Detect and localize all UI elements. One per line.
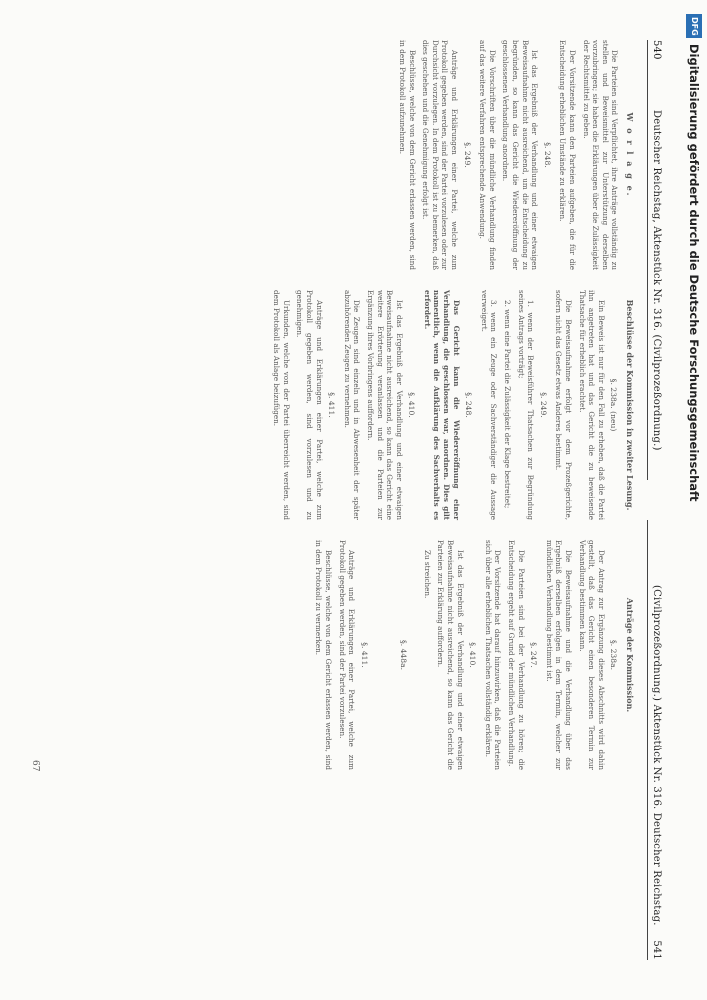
paragraph: Ist das Ergebniß der Verhandlung und einer etwaigen Beweisaufnahme nicht ausreichend, so kann das Gericht eine weitere Erörterung veranlassen und die Parteien zur Ergänzung ihres Vorbringens auffordern. [365,290,404,520]
section-number: §. 410. [468,642,478,668]
paragraph: Beschlüsse, welche von dem Gericht erlassen werden, sind in dem Protokoll aufzunehmen. [398,40,417,270]
column-commission-motions [310,540,636,770]
paragraph: Der Antrag zur Ergänzung dieses Abschnitts wird dahin gestellt, daß das Gericht einen besonderen Termin zur Verhandlung bestimmen kann. [577,540,606,770]
paragraph: Urkunden, welche von der Partei überreicht werden, sind dem Protokoll als Anlage beizufügen. [272,290,291,520]
section-number: §. 249. [462,142,472,168]
paragraph: Der Vorsitzende hat darauf hinzuwirken, daß die Parteien sich über alle erheblichen Thatsachen vollständig erklären. [483,540,503,770]
paragraph: Anträge und Erklärungen einer Partei, welche zum Protokoll gegeben werden, sind vorzulesen und zu genehmigen. [295,290,324,520]
paragraph: Der Vorsitzende kann den Parteien aufgeben, die für die Entscheidung erheblichen Umstände zu erklären. [558,40,578,270]
column-title: Beschlüsse der Kommission in zweiter Lesung. [625,299,635,511]
paragraph: Zu streichen. [422,550,432,599]
paragraph: Die Beweisaufnahme erfolgt vor dem Prozeßgerichte, sofern nicht das Gesetz etwas Anderes bestimmt. [554,290,574,520]
column-title: W o r l a g e. [625,112,635,198]
paragraph: Anträge und Erklärungen einer Partei, welche zum Protokoll gegeben werden, sind der Partei vorzulesen. [337,540,357,770]
paragraph: Die Parteien sind Verpflichtet, ihre Anträge vollständig zu stellen und Beweismittel zur Unterstützung derselben vorzubringen; sie haben die Erklärungen über die Zulässigkeit der Rechtsmittel zu geben. [581,40,620,270]
section-number: §. 238a. (neu) [609,378,619,432]
dfg-badge: DFG [686,14,702,38]
column-vorlage [394,40,636,270]
section-number: §. 411. [327,392,337,418]
paragraph: Die Parteien sind bei der Verhandlung zu hören; die Entscheidung ergeht auf Grund der mündlichen Verhandlung. [507,540,526,770]
paragraph: Die Zeugen sind einzeln und in Abwesenheit der später abzuhörenden Zeugen zu vernehmen. [342,290,362,520]
section-number: §. 248. [542,142,552,168]
paragraph: Anträge und Erklärungen einer Partei, welche zum Protokoll gegeben werden, sind der Partei vorzulesen oder zur Durchsicht vorzulegen. In dem Protokoll ist zu bemerken, daß dies geschehen und die Genehmigung erfolgt ist. [421,40,460,270]
running-header [646,40,662,960]
paragraph: Die Vorschriften über die mündliche Verhandlung finden auf das weitere Verfahren entsprechende Anwendung. [478,40,497,270]
section-number: §. 411. [359,642,369,668]
list-item: 1. wenn der Beweisführer Thatsachen zur Begründung seines Antrags vorträgt; [516,290,536,520]
section-number: §. 238a. [609,639,619,671]
header-rule-left [647,40,648,480]
column-second-reading [268,290,636,520]
section-number: §. 448a. [399,639,409,671]
bold-paragraph: Das Gericht kann die Wiedereröffnung einer Verhandlung, die geschlossen war, anordnen. Dies gilt namentlich, wenn die Aufklärung des Sachverhalts es erfordert. [422,290,461,520]
section-number: §. 248. [464,392,474,418]
section-number: §. 410. [407,392,417,418]
paragraph: Ist das Ergebniß der Verhandlung und einer etwaigen Beweisaufnahme nicht ausreichend, so kann das Gericht die Parteien zur Erklärung auffordern. [436,540,465,770]
page-number-right: 541 [651,940,662,960]
dfg-funding-text: Digitalisierung gefördert durch die Deutsche Forschungsgemeinschaft [687,44,701,502]
paragraph: Beschlüsse, welche von dem Gericht erlassen werden, sind in dem Protokoll zu vermerken. [314,540,333,770]
paragraph: Ist das Ergebniß der Verhandlung und einer etwaigen Beweisaufnahme nicht ausreichend, um die Entscheidung zu begründen, so kann das Gericht die Wiedereröffnung der geschlossenen Verhandlung anordnen. [501,40,540,270]
running-head-right: (Civilprozeßordnung.) Aktenstück Nr. 316. Deutscher Reichstag. [651,585,662,926]
dfg-watermark [685,6,703,666]
list-item: 3. wenn ein Zeuge oder Sachverständiger die Aussage verweigert. [479,290,499,520]
running-head-left: Deutscher Reichstag, Aktenstück Nr. 316. (Civilprozeßordnung.) [651,110,662,451]
margin-mark: 67 [30,760,40,772]
list-item: 2. wenn eine Partei die Zulässigkeit der Klage bestreitet; [503,300,513,509]
paragraph: Die Beweisaufnahme und die Verhandlung über das Ergebniß derselben erfolgen in dem Termin, welcher zur mündlichen Verhandlung bestimmt ist. [544,540,574,770]
page-number-left: 540 [651,40,662,60]
header-rule-right [647,520,648,960]
section-number: §. 247. [529,642,539,668]
section-number: §. 249. [538,392,548,418]
column-title: Anträge der Kommission. [625,597,635,713]
paragraph: Ein Beweis ist nur für den Fall zu erheben, daß die Partei ihn angetreten hat und das Gericht die zu beweisende Thatsache für erheblich erachtet. [577,290,606,520]
